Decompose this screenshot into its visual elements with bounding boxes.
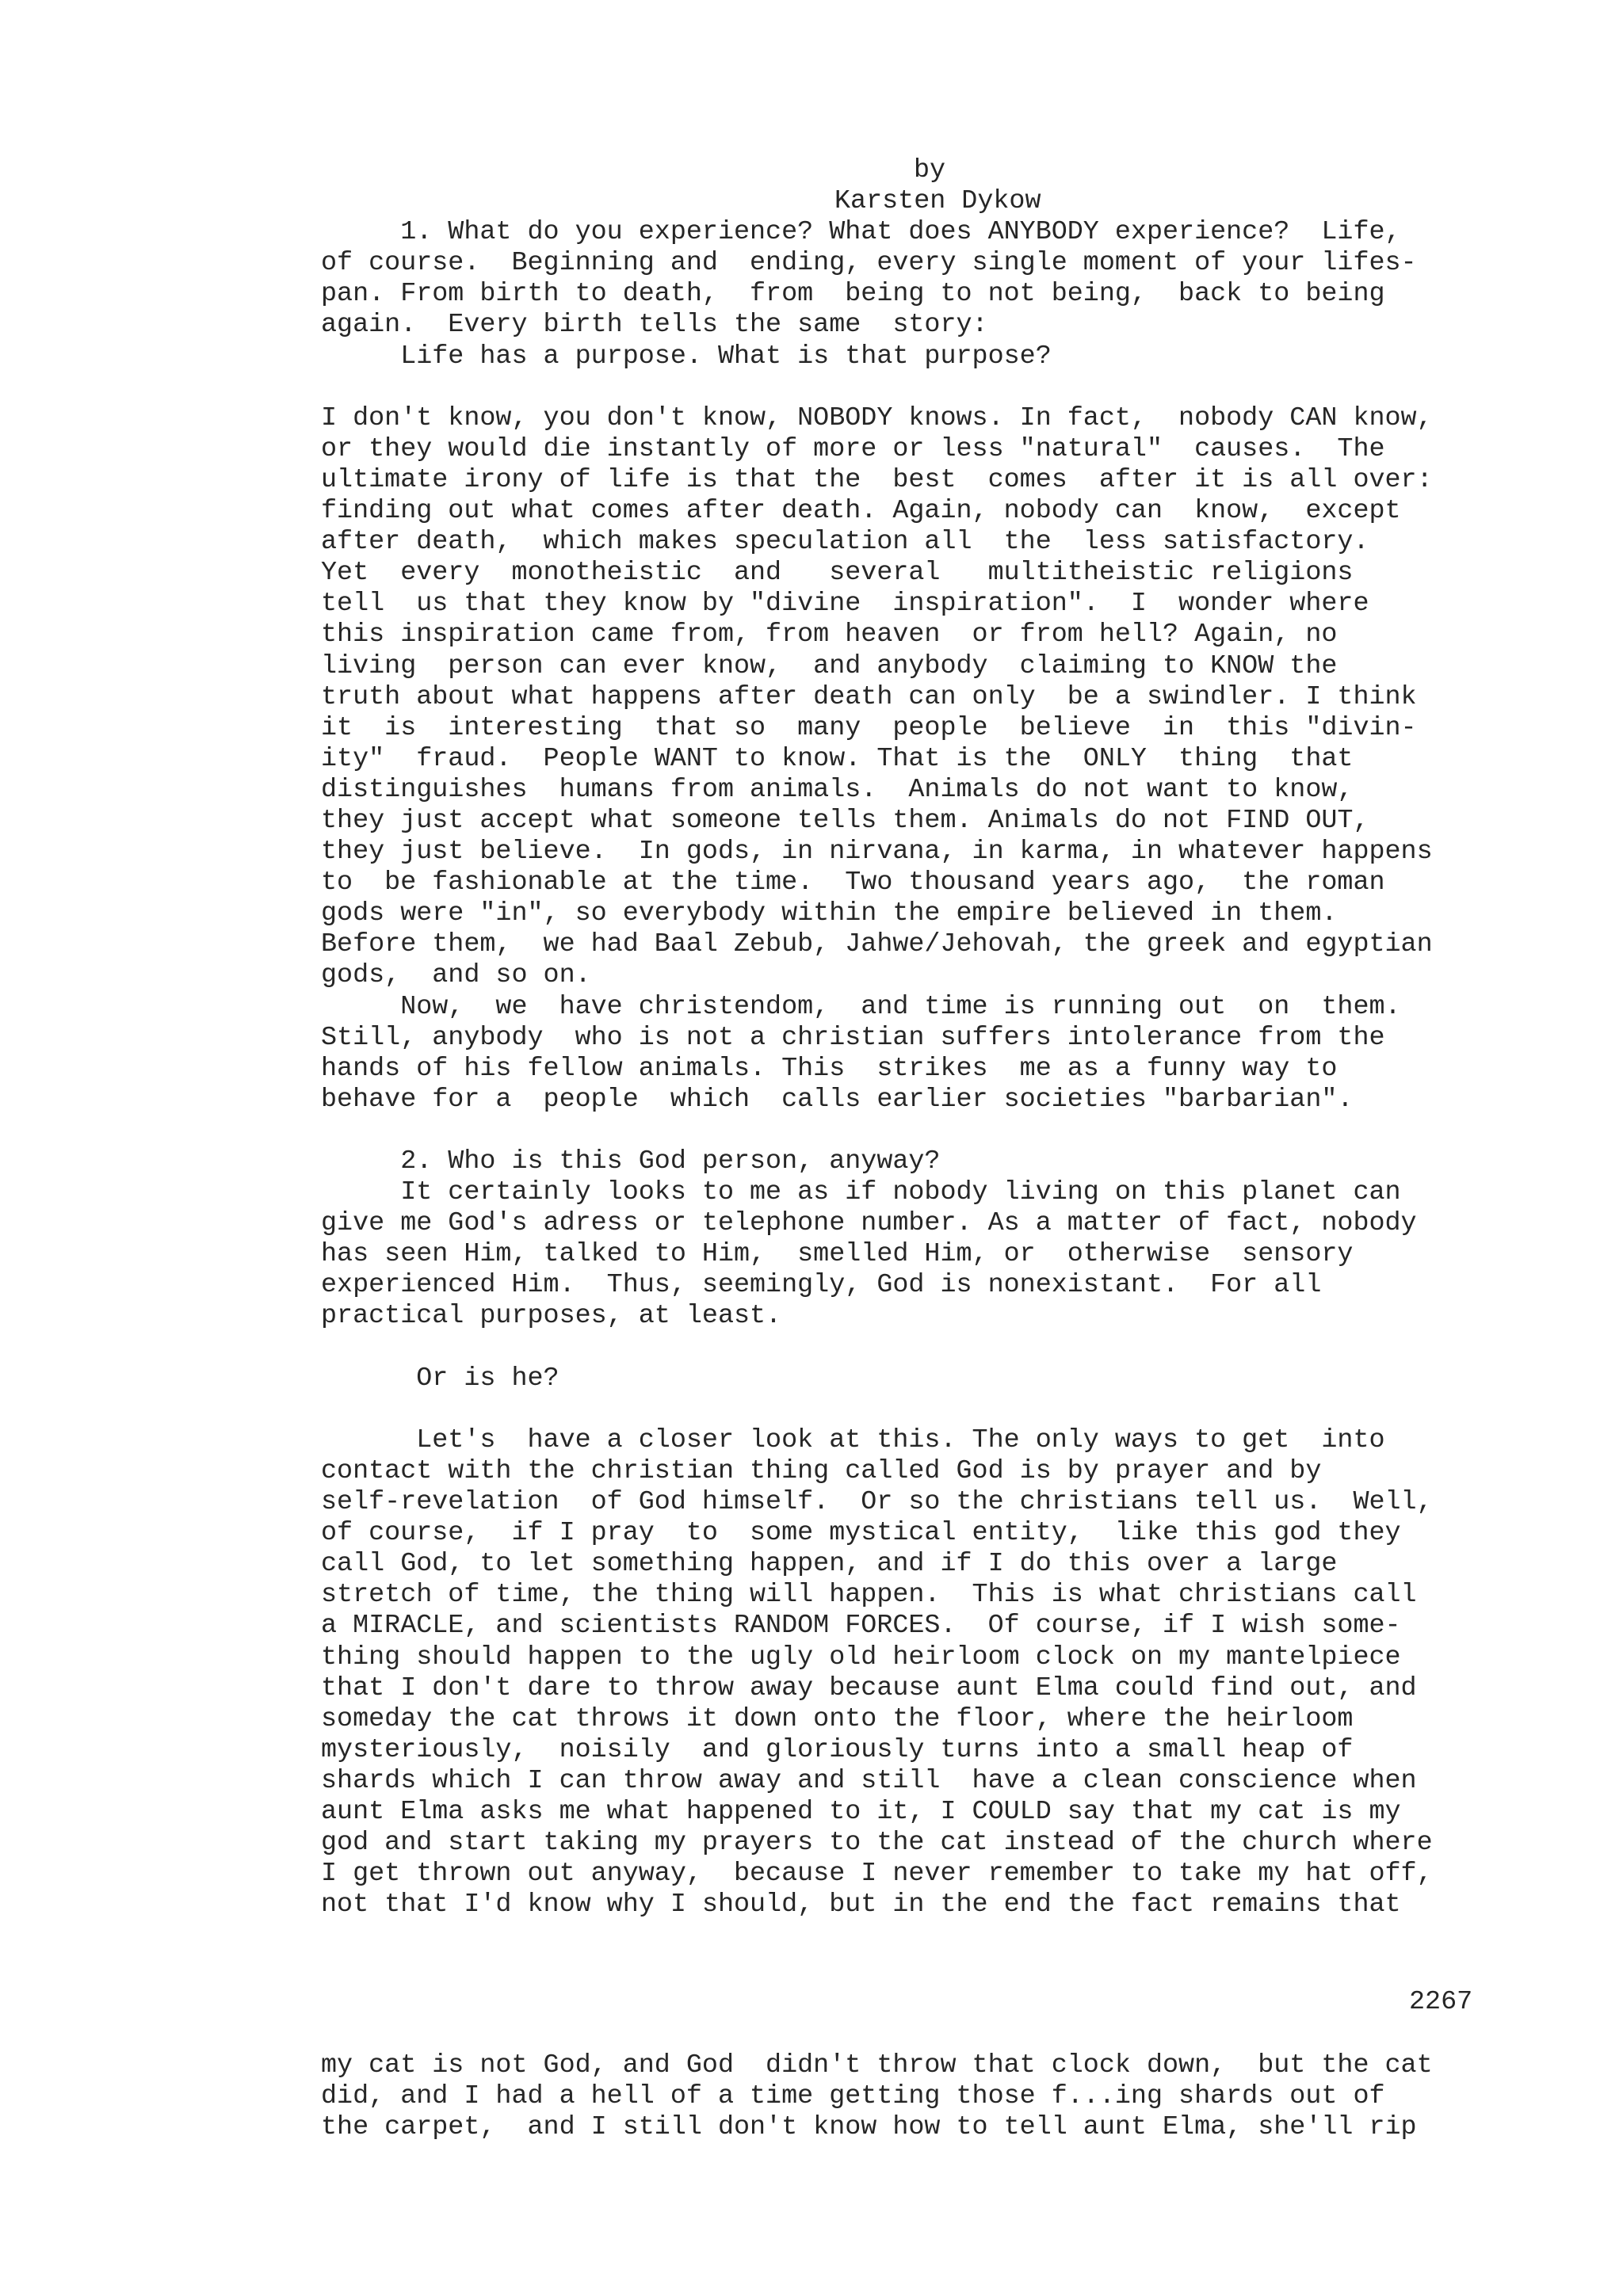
text-line: I don't know, you don't know, NOBODY knows. In fact, nobody CAN know,: [321, 402, 1433, 433]
text-line: finding out what comes after death. Again, nobody can know, except: [321, 496, 1401, 527]
text-line: experienced Him. Thus, seemingly, God is nonexistant. For all: [321, 1270, 1322, 1301]
text-line: that I don't dare to throw away because aunt Elma could find out, and: [321, 1672, 1417, 1703]
text-line: give me God's adress or telephone number. As a matter of fact, nobody: [321, 1208, 1417, 1239]
text-line: someday the cat throws it down onto the floor, where the heirloom: [321, 1703, 1354, 1734]
text-line: gods, and so on.: [321, 960, 591, 991]
text-line: to be fashionable at the time. Two thousand years ago, the roman: [321, 868, 1385, 898]
text-line: hands of his fellow animals. This strikes me as a funny way to: [321, 1053, 1338, 1084]
continuation-text: [321, 2050, 1433, 2143]
text-line: Life has a purpose. What is that purpose?: [321, 341, 1052, 372]
text-line: has seen Him, talked to Him, smelled Him, or otherwise sensory: [321, 1239, 1354, 1270]
text-line: it is interesting that so many people believe in this "divin-: [321, 712, 1417, 743]
text-line: call God, to let something happen, and if I do this over a large: [321, 1549, 1338, 1580]
text-line: gods were "in", so everybody within the empire believed in them.: [321, 898, 1338, 929]
text-line: Let's have a closer look at this. The only ways to get into: [321, 1425, 1385, 1455]
text-line: [321, 1394, 1433, 1425]
text-line: tell us that they know by "divine inspiration". I wonder where: [321, 589, 1369, 620]
text-line: the carpet, and I still don't know how to tell aunt Elma, she'll rip: [321, 2112, 1417, 2143]
text-line: self-revelation of God himself. Or so the christians tell us. Well,: [321, 1487, 1433, 1518]
text-line: truth about what happens after death can only be a swindler. I think: [321, 681, 1417, 712]
text-line: It certainly looks to me as if nobody living on this planet can: [321, 1177, 1401, 1208]
main-text: [321, 217, 1433, 1920]
text-line: not that I'd know why I should, but in the end the fact remains that: [321, 1890, 1401, 1920]
text-line: Now, we have christendom, and time is running out on them.: [321, 991, 1401, 1022]
page-number: 2267: [1409, 1987, 1473, 2017]
text-line: again. Every birth tells the same story:: [321, 310, 988, 341]
text-line: thing should happen to the ugly old heirloom clock on my mantelpiece: [321, 1642, 1401, 1672]
text-line: distinguishes humans from animals. Animals do not want to know,: [321, 774, 1354, 805]
text-line: Or is he?: [321, 1363, 559, 1394]
text-line: my cat is not God, and God didn't throw that clock down, but the cat: [321, 2050, 1433, 2081]
text-line: behave for a people which calls earlier societies "barbarian".: [321, 1084, 1354, 1115]
byline-by: by: [914, 155, 946, 185]
text-line: [321, 1333, 1433, 1363]
text-line: ultimate irony of life is that the best comes after it is all over:: [321, 464, 1433, 495]
text-line: [321, 372, 1433, 403]
byline-author: Karsten Dykow: [834, 186, 1041, 217]
text-line: of course, if I pray to some mystical entity, like this god they: [321, 1518, 1401, 1549]
text-line: of course. Beginning and ending, every single moment of your lifes-: [321, 248, 1417, 279]
text-line: 2. Who is this God person, anyway?: [321, 1146, 941, 1177]
text-line: practical purposes, at least.: [321, 1301, 782, 1332]
text-line: this inspiration came from, from heaven or from hell? Again, no: [321, 620, 1338, 650]
text-line: or they would die instantly of more or less "natural" causes. The: [321, 433, 1385, 464]
text-line: did, and I had a hell of a time getting those f...ing shards out of: [321, 2081, 1385, 2112]
text-line: [321, 1116, 1433, 1146]
text-line: after death, which makes speculation all the less satisfactory.: [321, 527, 1369, 558]
text-line: living person can ever know, and anybody claiming to KNOW the: [321, 650, 1338, 681]
text-line: Before them, we had Baal Zebub, Jahwe/Jehovah, the greek and egyptian: [321, 929, 1433, 960]
document-body: [321, 155, 1433, 1920]
text-line: pan. From birth to death, from being to not being, back to being: [321, 279, 1385, 310]
text-line: aunt Elma asks me what happened to it, I COULD say that my cat is my: [321, 1796, 1401, 1827]
text-line: contact with the christian thing called God is by prayer and by: [321, 1455, 1322, 1486]
text-line: I get thrown out anyway, because I never remember to take my hat off,: [321, 1859, 1433, 1890]
text-line: stretch of time, the thing will happen. This is what christians call: [321, 1580, 1417, 1611]
text-line: Yet every monotheistic and several multitheistic religions: [321, 558, 1354, 589]
text-line: god and start taking my prayers to the cat instead of the church where: [321, 1828, 1433, 1859]
text-line: 1. What do you experience? What does ANYBODY experience? Life,: [321, 217, 1401, 248]
text-line: they just believe. In gods, in nirvana, in karma, in whatever happens: [321, 837, 1433, 868]
text-line: Still, anybody who is not a christian suffers intolerance from the: [321, 1022, 1385, 1053]
text-line: shards which I can throw away and still have a clean conscience when: [321, 1765, 1417, 1796]
text-line: mysteriously, noisily and gloriously turns into a small heap of: [321, 1734, 1354, 1765]
text-line: ity" fraud. People WANT to know. That is the ONLY thing that: [321, 743, 1354, 774]
text-line: they just accept what someone tells them. Animals do not FIND OUT,: [321, 805, 1369, 836]
text-line: a MIRACLE, and scientists RANDOM FORCES. Of course, if I wish some-: [321, 1611, 1401, 1642]
